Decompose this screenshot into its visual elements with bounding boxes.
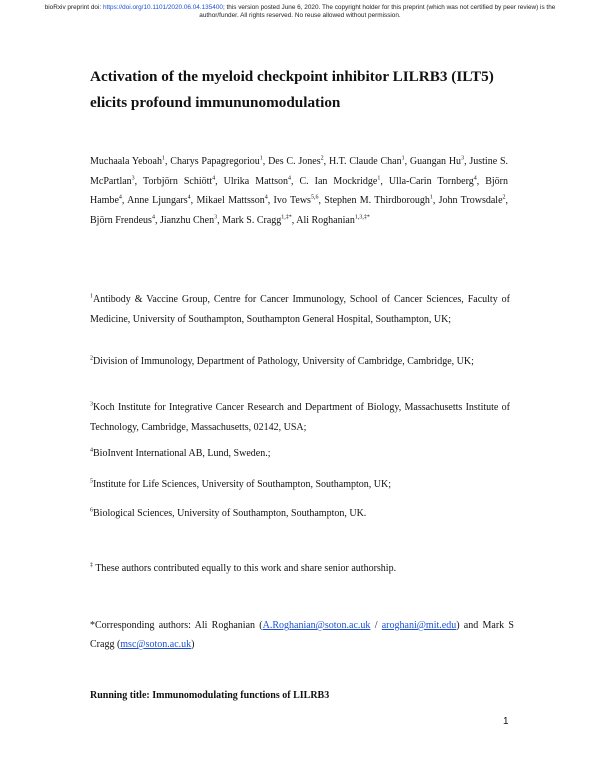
email-link-roghanian-soton[interactable]: A.Roghanian@soton.ac.uk	[262, 620, 371, 631]
author: Björn Frendeus$^4$	[90, 214, 155, 226]
notice-prefix: bioRxiv preprint doi:	[44, 4, 103, 11]
affiliation-1: $^1$Antibody & Vaccine Group, Centre for Cancer Immunology, School of Cancer Sciences, Faculty of Medicine, University of Southampton, Southampton General Hospital, Southampton, UK;	[90, 293, 510, 325]
email-link-cragg[interactable]: msc@soton.ac.uk	[120, 639, 192, 650]
affiliation-4: $^4$BioInvent International AB, Lund, Sweden.;	[90, 447, 271, 459]
author: Charys Papagregoriou$^1$	[170, 155, 263, 167]
author: Ali Roghanian$^{1,3,\ddagger*}$	[296, 214, 370, 226]
affiliation-3: $^3$Koch Institute for Integrative Cancer Research and Department of Biology, Massachusetts Institute of Technology, Cambridge, Massachusetts, 02142, USA;	[90, 401, 510, 433]
author: Stephen M. Thirdborough$^1$	[324, 194, 433, 206]
page-number: 1	[503, 716, 509, 727]
author: Guangan Hu$^3$	[409, 155, 465, 167]
paper-title: Activation of the myeloid checkpoint inhibitor LILRB3 (ILT5) elicits profound immununomodulation	[90, 68, 494, 111]
doi-link[interactable]: https://doi.org/10.1101/2020.06.04.135400	[102, 4, 223, 11]
author: Des C. Jones$^2$	[268, 155, 324, 167]
preprint-notice	[40, 4, 560, 20]
author: Björn Hambe$^4$	[90, 175, 509, 206]
author: Jianzhu Chen$^3$	[159, 214, 218, 226]
author: Muchaala Yeboah$^1$	[90, 155, 165, 167]
email-link-roghanian-mit[interactable]: aroghani@mit.edu	[381, 620, 457, 631]
running-title: Running title: Immunomodulating functions of LILRB3	[90, 690, 330, 701]
notice-rest: ; this version posted June 6, 2020. The copyright holder for this preprint (which was not certified by peer review) is the author/funder. All rights reserved. No reuse allowed without permission.	[199, 4, 556, 19]
author: Mikael Mattsson$^4$	[196, 194, 268, 206]
corresponding-authors: *Corresponding authors: Ali Roghanian (A.Roghanian@soton.ac.uk / aroghani@mit.edu) and Mark S Cragg (msc@soton.ac.uk)	[90, 620, 514, 650]
author: C. Ian Mockridge$^1$	[299, 175, 381, 187]
author: Anne Ljungars$^4$	[127, 194, 191, 206]
affiliation-2: $^2$Division of Immunology, Department of Pathology, University of Cambridge, Cambridge, UK;	[90, 355, 474, 367]
author: H.T. Claude Chan$^1$	[328, 155, 405, 167]
author: Ivo Tews$^{5,6}$	[273, 194, 319, 206]
author: Ulrika Mattson$^4$	[223, 175, 291, 187]
affiliation-5: $^5$Institute for Life Sciences, University of Southampton, Southampton, UK;	[90, 478, 392, 490]
author: Ulla-Carin Tornberg$^4$	[388, 175, 477, 187]
equal-contribution-note: ‡ These authors contributed equally to this work and share senior authorship.	[90, 562, 397, 574]
author-list: Muchaala Yeboah$^1$, Charys Papagregoriou$^1$, Des C. Jones$^2$, H.T. Claude Chan$^1$, Guangan Hu$^3$, Justine S. McPartlan$^3$, Torbjörn Schiött$^4$, Ulrika Mattson$^4$, C. Ian Mockridge$^1$, Ulla-Carin Tornberg$^4$, Björn Hambe$^4$, Anne Ljungars$^4$, Mikael Mattsson$^4$, Ivo Tews$^{5,6}$, Stephen M. Thirdborough$^1$, John Trowsdale$^2$, Björn Frendeus$^4$, Jianzhu Chen$^3$, Mark S. Cragg$^{1,\ddagger*}$, Ali Roghanian$^{1,3,\ddagger*}$	[90, 155, 509, 226]
author: Mark S. Cragg$^{1,\ddagger*}$	[222, 214, 292, 226]
affiliation-6: $^6$Biological Sciences, University of Southampton, Southampton, UK.	[90, 507, 367, 519]
author: Justine S. McPartlan$^3$	[90, 156, 509, 187]
author: Torbjörn Schiött$^4$	[142, 175, 216, 187]
author: John Trowsdale$^2$	[438, 194, 506, 206]
